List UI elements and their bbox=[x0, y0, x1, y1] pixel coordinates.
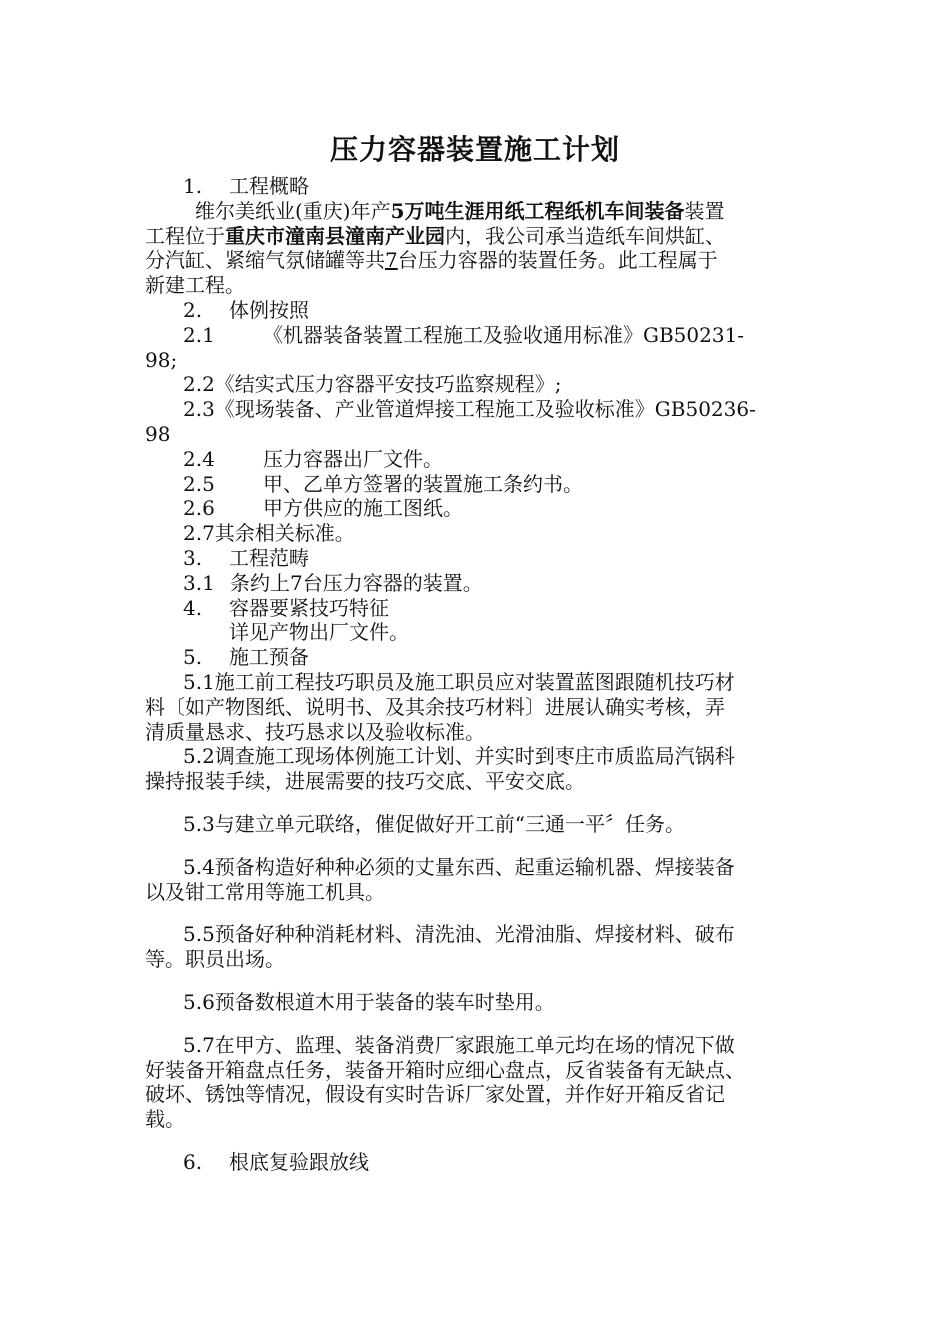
item-2-5: 2.5 甲、乙单方签署的装置施工条约书。 bbox=[183, 471, 583, 496]
item-5-7-line-2: 好装备开箱盘点任务，装备开箱时应细心盘点，反省装备有无缺点、 bbox=[145, 1057, 745, 1082]
section-1-heading: 1. 工程概略 bbox=[183, 174, 309, 198]
paragraph-gap bbox=[145, 837, 809, 855]
item-5-6: 5.6预备数根道木用于装备的装车时垫用。 bbox=[183, 989, 555, 1014]
item-5-7-line-4: 载。 bbox=[145, 1107, 185, 1132]
item-5-1-line-3: 清质量恳求、技巧恳求以及验收标准。 bbox=[145, 719, 485, 744]
item-5-4-line-1: 5.4预备构造好种种必须的丈量东西、起重运输机器、焊接装备 bbox=[183, 854, 735, 879]
section-2-heading: 2. 体例按照 bbox=[183, 297, 309, 322]
item-2-1-line-2: 98; bbox=[145, 347, 178, 372]
paragraph-1-line-1: 维尔美纸业(重庆)年产5万吨生涯用纸工程纸机车间装备装置 bbox=[195, 198, 725, 223]
paragraph-1-line-4: 新建工程。 bbox=[145, 273, 245, 298]
item-2-4: 2.4 压力容器出厂文件。 bbox=[183, 446, 443, 471]
item-5-5-line-2: 等。职员出场。 bbox=[145, 947, 285, 972]
item-2-7: 2.7其余相关标准。 bbox=[183, 521, 355, 546]
item-2-1-line-1: 2.1 《机器装备装置工程施工及验收通用标准》GB50231- bbox=[183, 322, 745, 347]
section-3-heading: 3. 工程范畴 bbox=[183, 545, 309, 570]
item-5-3: 5.3与建立单元联络，催促做好开工前“三通一平〞任务。 bbox=[183, 811, 686, 836]
item-5-7-line-3: 破坏、锈蚀等情况，假设有实时告诉厂家处置，并作好开箱反省记 bbox=[145, 1082, 725, 1107]
paragraph-gap bbox=[145, 972, 809, 990]
item-2-6: 2.6 甲方供应的施工图纸。 bbox=[183, 496, 463, 521]
section-5-heading: 5. 施工预备 bbox=[183, 645, 309, 670]
item-2-3-line-1: 2.3《现场装备、产业管道焊接工程施工及验收标准》GB50236- bbox=[183, 397, 756, 422]
item-5-2-line-1: 5.2调查施工现场体例施工计划、并实时到枣庄市质监局汽锅科 bbox=[183, 744, 735, 769]
section-4-heading: 4. 容器要紧技巧特征 bbox=[183, 595, 389, 620]
item-5-4-line-2: 以及钳工常用等施工机具。 bbox=[145, 879, 385, 904]
paragraph-gap bbox=[145, 904, 809, 922]
item-5-5-line-1: 5.5预备好种种消耗材料、清洗油、光滑油脂、焊接材料、破布 bbox=[183, 922, 735, 947]
item-2-3-line-2: 98 bbox=[145, 421, 171, 446]
paragraph-gap bbox=[145, 794, 809, 812]
document-title: 压力容器装置施工计划 bbox=[329, 133, 620, 166]
paragraph-gap bbox=[145, 1132, 809, 1150]
paragraph-1-line-2: 工程位于重庆市潼南县潼南产业园内，我公司承当造纸车间烘缸、 bbox=[145, 223, 725, 248]
item-5-7-line-1: 5.7在甲方、监理、装备消费厂家跟施工单元均在场的情况下做 bbox=[183, 1032, 735, 1057]
paragraph-1-line-3: 分汽缸、紧缩气氛储罐等共7台压力容器的装置任务。此工程属于 bbox=[145, 248, 718, 273]
item-3-1: 3.1 条约上7台压力容器的装置。 bbox=[183, 570, 483, 595]
item-2-2: 2.2《结实式压力容器平安技巧监察规程》; bbox=[183, 372, 562, 397]
section-4-text: 详见产物出厂文件。 bbox=[229, 620, 409, 645]
section-6-heading: 6. 根底复验跟放线 bbox=[183, 1149, 369, 1174]
item-5-2-line-2: 操持报装手续，进展需要的技巧交底、平安交底。 bbox=[145, 769, 585, 794]
item-5-1-line-2: 料〔如产物图纸、说明书、及其余技巧材料〕进展认确实考核，弄 bbox=[145, 694, 725, 719]
paragraph-gap bbox=[145, 1015, 809, 1033]
item-5-1-line-1: 5.1施工前工程技巧职员及施工职员应对装置蓝图跟随机技巧材 bbox=[183, 669, 735, 694]
document-body bbox=[145, 174, 809, 1175]
